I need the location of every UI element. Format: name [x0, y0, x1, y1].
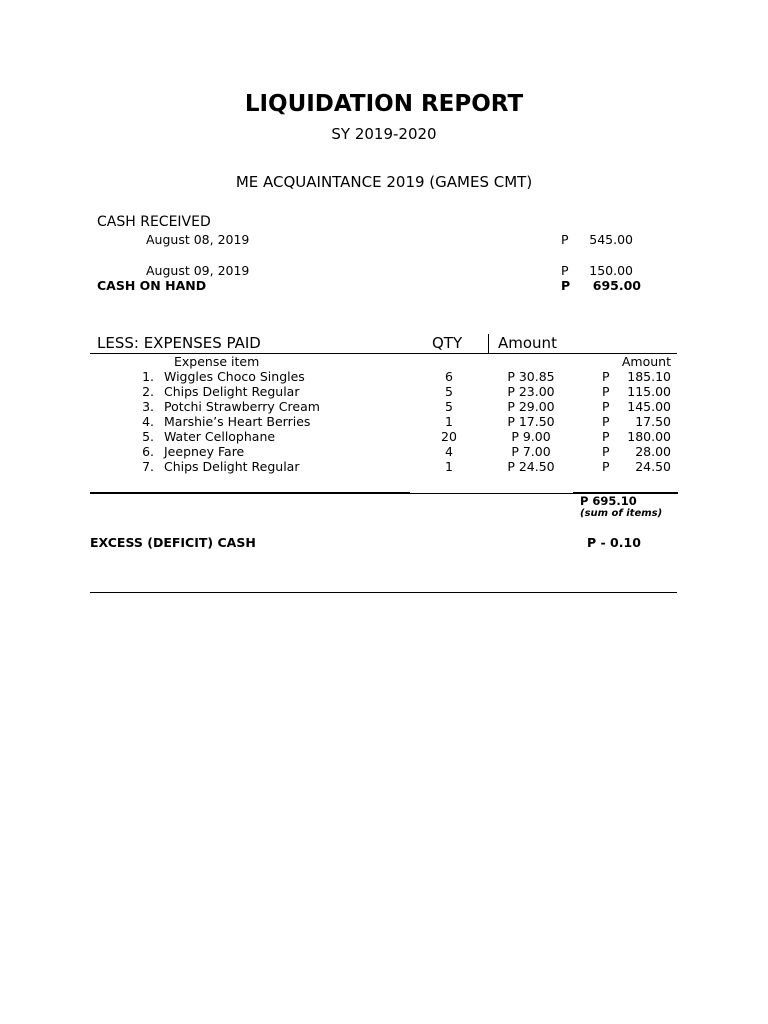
- table-bottom-rule-left: [90, 492, 410, 494]
- item-currency: P: [602, 444, 610, 459]
- cash-received-amount-1: 545.00: [589, 232, 633, 247]
- item-name: Marshie’s Heart Berries: [164, 414, 311, 429]
- item-unit-price: P 30.85: [507, 369, 555, 384]
- item-name: Water Cellophane: [164, 429, 276, 444]
- item-number: 2.: [142, 384, 154, 399]
- item-unit-price: P 9.00: [511, 429, 551, 444]
- item-currency: P: [602, 429, 610, 444]
- item-amount: 185.10: [627, 369, 671, 384]
- table-row: [0, 399, 768, 414]
- item-unit-price: P 23.00: [507, 384, 555, 399]
- excess-deficit-value: P - 0.10: [587, 535, 641, 550]
- table-row: [0, 414, 768, 429]
- item-amount: 17.50: [635, 414, 671, 429]
- item-amount: 28.00: [635, 444, 671, 459]
- item-name: Jeepney Fare: [164, 444, 245, 459]
- item-currency: P: [602, 399, 610, 414]
- expenses-total: P 695.10: [580, 494, 637, 508]
- item-amount: 180.00: [627, 429, 671, 444]
- amount-subheader: Amount: [621, 354, 671, 369]
- expenses-total-note: (sum of items): [580, 508, 663, 519]
- table-row: [0, 444, 768, 459]
- cash-received-date-2: August 09, 2019: [146, 263, 250, 278]
- summary-bottom-rule: [90, 592, 677, 593]
- item-qty: 1: [445, 414, 453, 429]
- table-row: [0, 429, 768, 444]
- cash-on-hand-currency: P: [561, 278, 571, 293]
- item-number: 6.: [142, 444, 154, 459]
- item-amount: 24.50: [635, 459, 671, 474]
- item-qty: 1: [445, 459, 453, 474]
- cash-received-amount-2: 150.00: [589, 263, 633, 278]
- item-qty: 5: [445, 399, 453, 414]
- item-name: Potchi Strawberry Cream: [164, 399, 320, 414]
- item-qty: 5: [445, 384, 453, 399]
- cash-received-date-1: August 08, 2019: [146, 232, 250, 247]
- expense-item-subheader: Expense item: [174, 354, 260, 369]
- item-currency: P: [602, 459, 610, 474]
- item-qty: 20: [441, 429, 457, 444]
- item-number: 7.: [142, 459, 154, 474]
- table-row: [0, 369, 768, 384]
- item-name: Chips Delight Regular: [164, 459, 300, 474]
- item-unit-price: P 7.00: [511, 444, 551, 459]
- event-name: ME ACQUAINTANCE 2019 (GAMES CMT): [235, 173, 533, 191]
- expenses-paid-label: LESS: EXPENSES PAID: [97, 334, 261, 352]
- cash-received-label: CASH RECEIVED: [97, 214, 211, 230]
- item-currency: P: [602, 369, 610, 384]
- item-qty: 6: [445, 369, 453, 384]
- item-number: 1.: [142, 369, 154, 384]
- table-bottom-rule-middle: [410, 493, 573, 494]
- header-divider: [488, 334, 489, 353]
- item-unit-price: P 17.50: [507, 414, 555, 429]
- school-year: SY 2019-2020: [331, 125, 437, 143]
- item-currency: P: [602, 414, 610, 429]
- item-unit-price: P 29.00: [507, 399, 555, 414]
- cash-received-currency-1: P: [561, 232, 569, 247]
- cash-received-currency-2: P: [561, 263, 569, 278]
- item-qty: 4: [445, 444, 453, 459]
- excess-deficit-label: EXCESS (DEFICIT) CASH: [90, 535, 256, 550]
- table-row: [0, 459, 768, 474]
- item-name: Wiggles Choco Singles: [164, 369, 305, 384]
- table-row: [0, 384, 768, 399]
- qty-header: QTY: [432, 334, 463, 352]
- cash-on-hand-label: CASH ON HAND: [97, 278, 207, 293]
- amount-header: Amount: [498, 334, 557, 352]
- report-title: LIQUIDATION REPORT: [244, 91, 524, 117]
- item-number: 3.: [142, 399, 154, 414]
- item-amount: 145.00: [627, 399, 671, 414]
- item-amount: 115.00: [627, 384, 671, 399]
- item-number: 5.: [142, 429, 154, 444]
- item-currency: P: [602, 384, 610, 399]
- item-name: Chips Delight Regular: [164, 384, 300, 399]
- item-unit-price: P 24.50: [507, 459, 555, 474]
- cash-on-hand-amount: 695.00: [592, 278, 641, 293]
- item-number: 4.: [142, 414, 154, 429]
